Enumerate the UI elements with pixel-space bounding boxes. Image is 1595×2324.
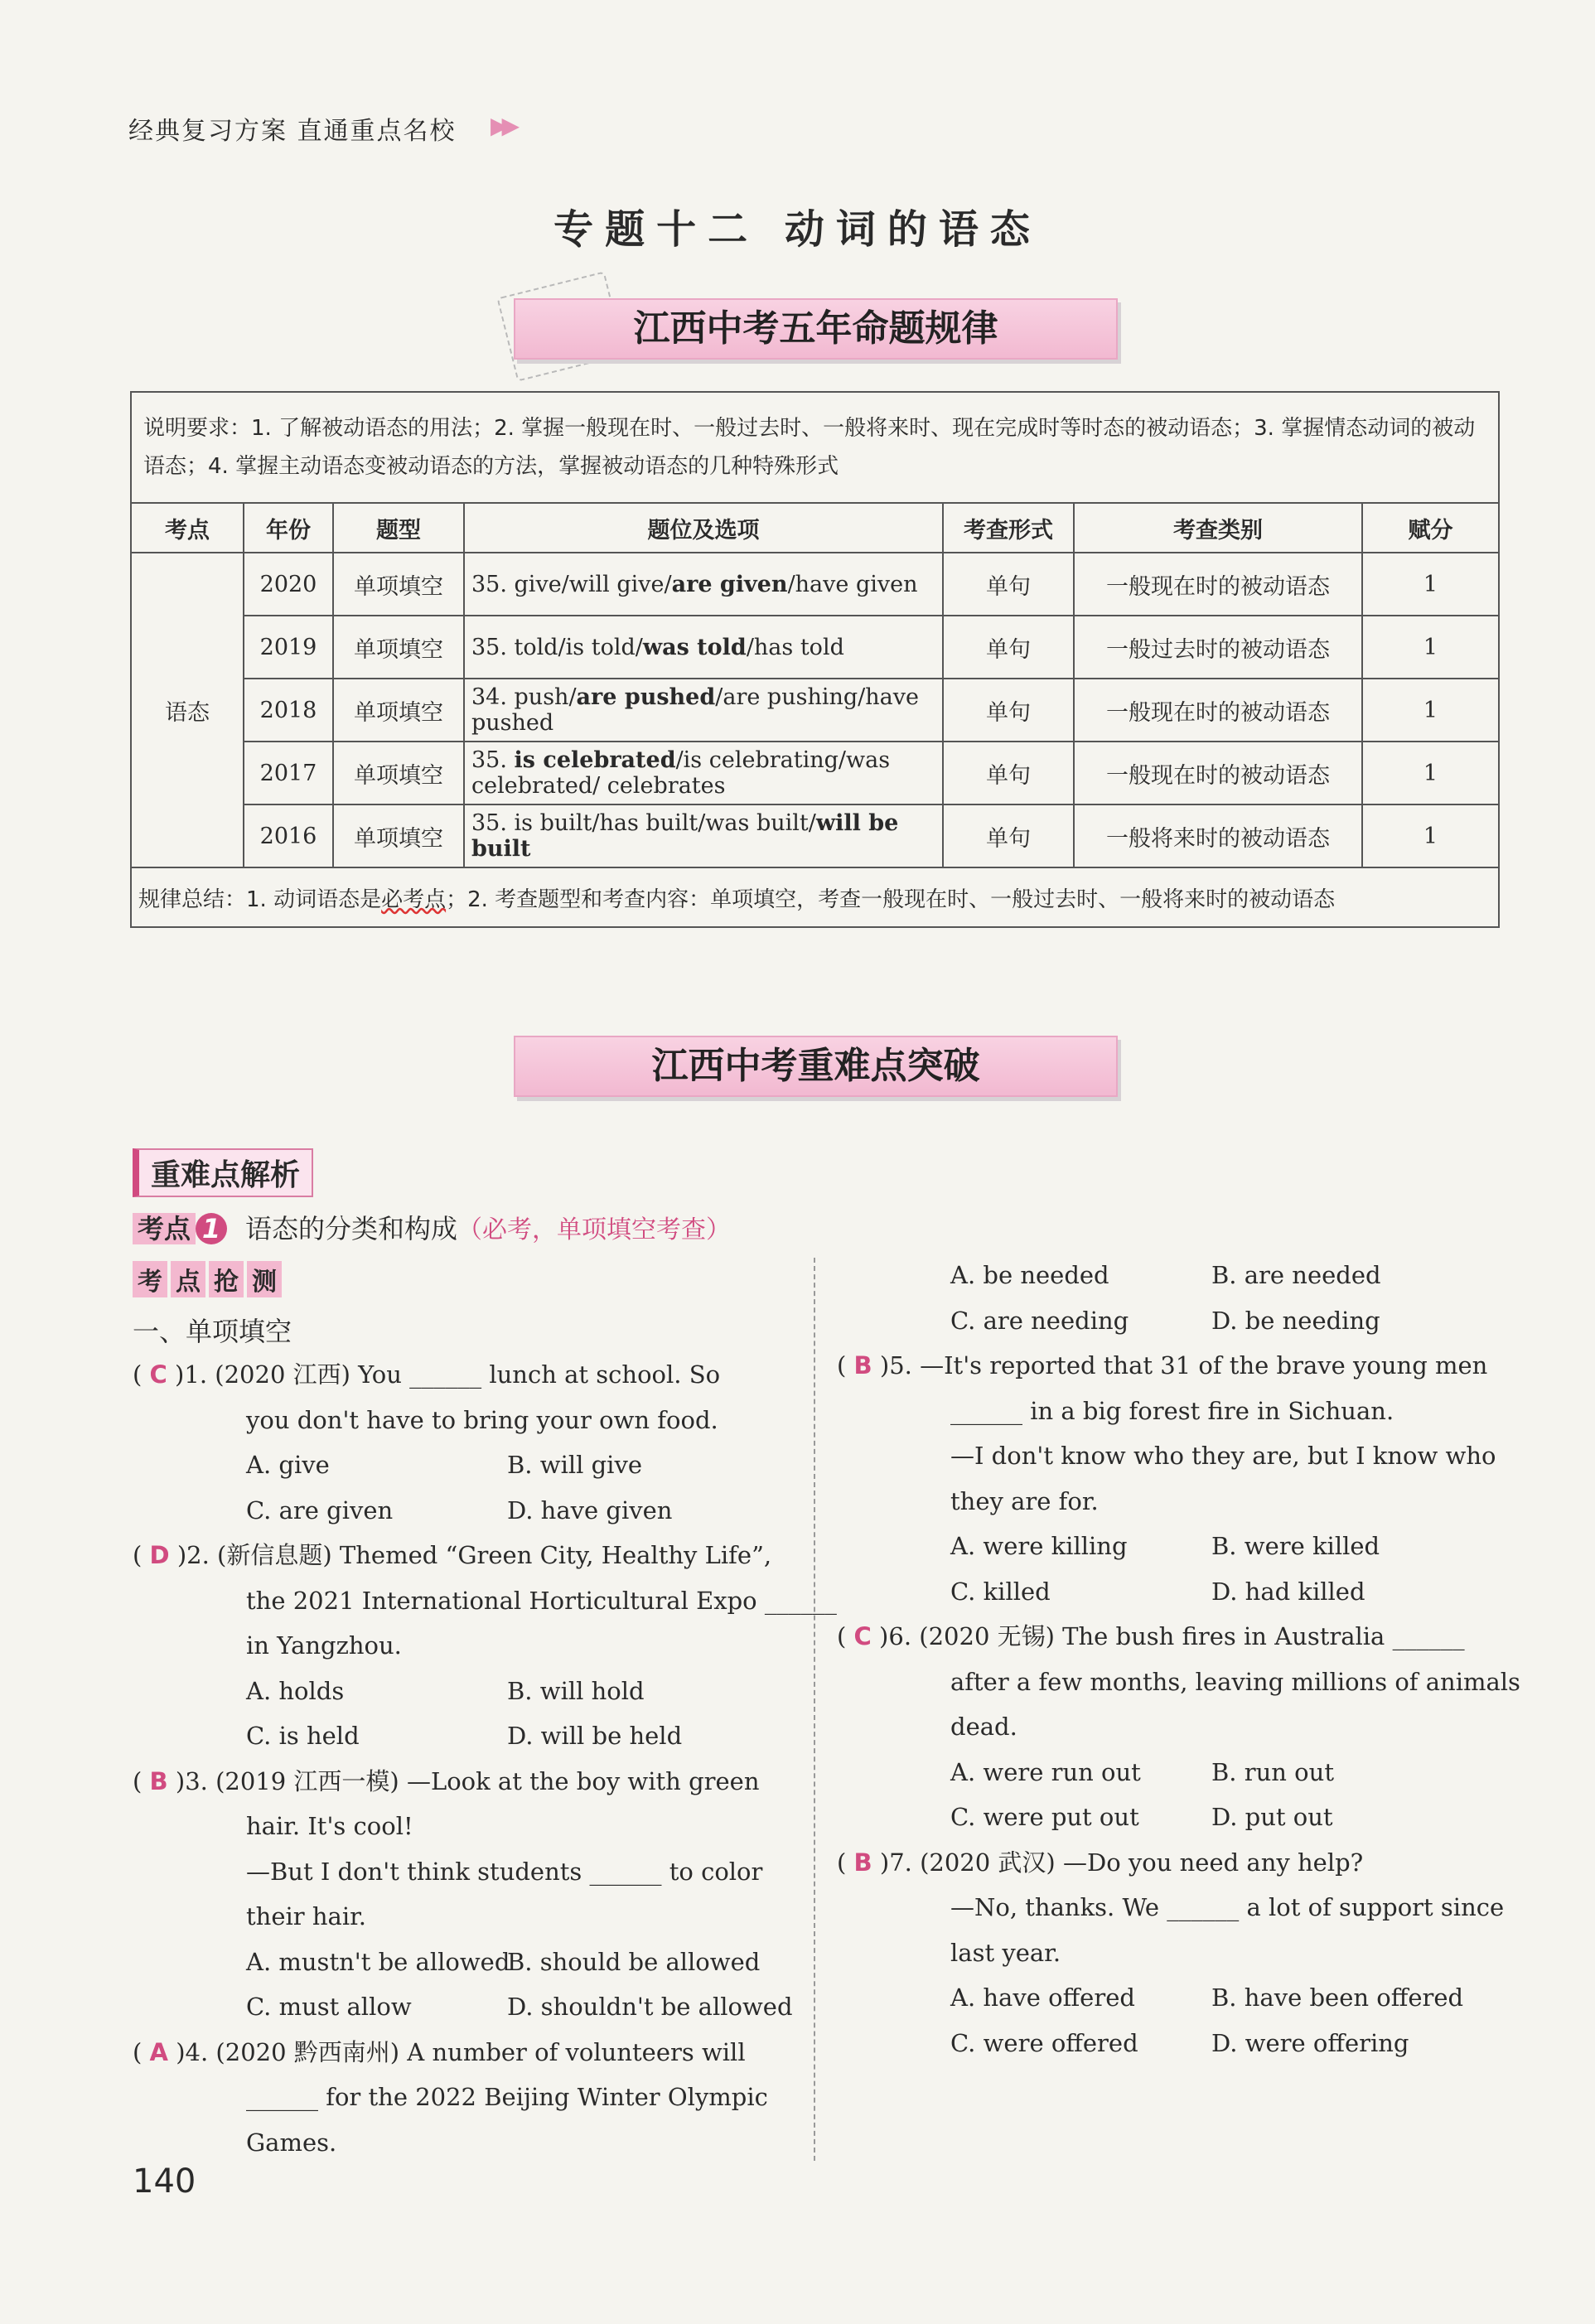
header-cell: 考查形式: [943, 503, 1074, 553]
option-row: [133, 1442, 795, 1488]
question-line: ( A )4. (2020 黔西南州) A number of volunteers will: [133, 2037, 746, 2066]
answer-option: D. had killed: [1211, 1577, 1365, 1606]
answer-option: B. should be allowed: [507, 1947, 761, 1976]
kaodian-note: （必考，单项填空考查）: [457, 1215, 732, 1244]
question-line: after a few months, leaving millions of animals: [950, 1667, 1520, 1696]
answer-option: B. were killed: [1211, 1532, 1380, 1560]
answer-mark: A: [149, 2037, 168, 2066]
score-cell: 1: [1362, 679, 1499, 742]
answer-mark: C: [149, 1360, 167, 1389]
option-row: [837, 2021, 1500, 2066]
answer-option: A. be needed: [950, 1261, 1109, 1289]
table-row: [131, 742, 1499, 804]
summary-mark: 必考点: [381, 887, 447, 912]
question-line: dead.: [950, 1713, 1017, 1741]
question-line: last year.: [950, 1938, 1061, 1967]
header-cell: 年份: [244, 503, 333, 553]
year-cell: 2019: [244, 616, 333, 679]
table-note: 说明要求：1. 了解被动语态的用法；2. 掌握一般现在时、一般过去时、一般将来时、现在完成时等时态的被动语态；3. 掌握情态动词的被动语态；4. 掌握主动语态变被动语态的方法，掌握被动语态的几种特殊形式: [131, 392, 1499, 503]
kaodian-heading: [133, 1208, 731, 1246]
question-line: ( B )7. (2020 武汉) —Do you need any help?: [837, 1848, 1364, 1877]
form-cell: 单句: [943, 679, 1074, 742]
answer-mark: B: [853, 1351, 872, 1379]
option-row: [837, 1750, 1500, 1795]
score-cell: 1: [1362, 553, 1499, 616]
option-row: [837, 1795, 1500, 1840]
answer-option: A. mustn't be allowed: [246, 1947, 510, 1976]
year-cell: 2018: [244, 679, 333, 742]
question-line: they are for.: [950, 1486, 1099, 1515]
answer-option: D. will be held: [507, 1722, 683, 1750]
option-row: [133, 1940, 795, 1985]
form-cell: 单句: [943, 742, 1074, 804]
right-question-column: [837, 1253, 1520, 2066]
type-cell: 单项填空: [333, 616, 464, 679]
question-line: —No, thanks. We ______ a lot of support since: [950, 1893, 1505, 1921]
answer-option: D. put out: [1211, 1803, 1333, 1831]
answer-option: A. were killing: [950, 1532, 1128, 1560]
category-cell: 一般将来时的被动语态: [1074, 804, 1362, 867]
score-cell: 1: [1362, 804, 1499, 867]
kdqc-tag: 考 点 抢 测: [133, 1261, 285, 1297]
option-row: [837, 1975, 1500, 2021]
page-title: 专题十二 动词的语态: [553, 206, 1042, 253]
question-line: the 2021 International Horticultural Expo ______: [246, 1586, 837, 1615]
header-cell: 题位及选项: [464, 503, 943, 553]
answer-option: C. killed: [950, 1577, 1051, 1606]
answer-mark: B: [853, 1848, 872, 1877]
answer-mark: C: [853, 1622, 872, 1650]
header-cell: 题型: [333, 503, 464, 553]
section-tag: 重难点解析: [133, 1148, 313, 1197]
answer-option: D. shouldn't be allowed: [507, 1993, 793, 2021]
kaodian-number: 1: [196, 1213, 227, 1244]
table-header-row: [131, 503, 1499, 553]
table-row: [131, 553, 1499, 616]
answer-mark: D: [149, 1541, 170, 1569]
header-cell: 考点: [131, 503, 244, 553]
question-item: [133, 2030, 795, 2166]
category-cell: 一般现在时的被动语态: [1074, 553, 1362, 616]
question-line: their hair.: [246, 1902, 366, 1930]
rules-table: [130, 391, 1500, 928]
question-item: [133, 1352, 795, 1533]
year-cell: 2016: [244, 804, 333, 867]
question-item: [837, 1343, 1500, 1614]
question-line: —I don't know who they are, but I know who: [950, 1442, 1496, 1470]
question-item: [837, 1253, 1500, 1343]
score-cell: 1: [1362, 742, 1499, 804]
answer-option: A. were run out: [950, 1757, 1141, 1786]
answer-option: D. were offering: [1211, 2028, 1409, 2057]
question-line: Games.: [246, 2128, 337, 2157]
question-item: [133, 1533, 837, 1759]
year-cell: 2017: [244, 742, 333, 804]
option-row: [837, 1569, 1500, 1615]
option-row: [133, 1713, 795, 1759]
option-row: [837, 1253, 1500, 1298]
question-line: ( C )1. (2020 江西) You ______ lunch at school. So: [133, 1360, 721, 1389]
answer-option: C. were put out: [950, 1803, 1139, 1831]
question-cell: 35. is celebrated/is celebrating/was celebrated/ celebrates: [464, 742, 943, 804]
answer-option: A. have offered: [950, 1983, 1135, 2012]
type-cell: 单项填空: [333, 804, 464, 867]
type-cell: 单项填空: [333, 553, 464, 616]
running-header: 经典复习方案 直通重点名校: [128, 117, 457, 146]
form-cell: 单句: [943, 553, 1074, 616]
score-cell: 1: [1362, 616, 1499, 679]
category-cell: 一般过去时的被动语态: [1074, 616, 1362, 679]
answer-option: C. is held: [246, 1722, 360, 1750]
question-cell: 35. give/will give/are given/have given: [464, 553, 943, 616]
table-row: [131, 616, 1499, 679]
form-cell: 单句: [943, 616, 1074, 679]
answer-option: C. are given: [246, 1495, 394, 1524]
question-line: ( B )5. —It's reported that 31 of the brave young men: [837, 1351, 1488, 1379]
question-line: hair. It's cool!: [246, 1812, 413, 1840]
question-cell: 35. is built/has built/was built/will be built: [464, 804, 943, 867]
answer-option: D. be needing: [1211, 1306, 1380, 1335]
answer-option: A. give: [246, 1451, 330, 1479]
answer-option: C. are needing: [950, 1306, 1129, 1335]
question-line: ______ for the 2022 Beijing Winter Olympic: [246, 2083, 768, 2111]
question-line: ( D )2. (新信息题) Themed “Green City, Healthy Life”,: [133, 1541, 772, 1569]
question-line: ______ in a big forest fire in Sichuan.: [950, 1396, 1394, 1425]
answer-option: B. run out: [1211, 1757, 1334, 1786]
table-row: [131, 804, 1499, 867]
answer-option: C. must allow: [246, 1993, 412, 2021]
section-banner-breakthrough: 江西中考重难点突破: [514, 1036, 1118, 1097]
answer-option: B. are needed: [1211, 1261, 1381, 1289]
table-row: [131, 679, 1499, 742]
header-cell: 赋分: [1362, 503, 1499, 553]
question-line: ( C )6. (2020 无锡) The bush fires in Australia ______: [837, 1622, 1465, 1650]
type-cell: 单项填空: [333, 679, 464, 742]
page-number: 140: [133, 2162, 196, 2201]
kaodian-label: 考点: [133, 1213, 196, 1244]
answer-mark: B: [149, 1766, 168, 1795]
question-item: [837, 1614, 1520, 1840]
form-cell: 单句: [943, 804, 1074, 867]
column-divider: [814, 1258, 815, 2161]
answer-option: B. will give: [507, 1451, 642, 1479]
question-line: ( B )3. (2019 江西一模) —Look at the boy with green: [133, 1766, 760, 1795]
answer-option: D. have given: [507, 1495, 673, 1524]
category-cell: 一般现在时的被动语态: [1074, 742, 1362, 804]
question-line: in Yangzhou.: [246, 1631, 402, 1660]
header-cell: 考查类别: [1074, 503, 1362, 553]
option-row: [837, 1524, 1500, 1569]
section-banner-rules: 江西中考五年命题规律: [514, 298, 1118, 360]
part-heading: 一、单项填空: [133, 1316, 292, 1347]
question-item: [133, 1759, 795, 2030]
category-cell: 一般现在时的被动语态: [1074, 679, 1362, 742]
type-cell: 单项填空: [333, 742, 464, 804]
table-summary: 规律总结：1. 动词语态是必考点；2. 考查题型和考查内容：单项填空，考查一般现在时、一般过去时、一般将来时的被动语态: [131, 867, 1499, 927]
option-row: [133, 1488, 795, 1534]
question-line: you don't have to bring your own food.: [246, 1405, 718, 1434]
question-cell: 35. told/is told/was told/has told: [464, 616, 943, 679]
left-question-column: [133, 1352, 837, 2165]
answer-option: B. will hold: [507, 1676, 645, 1705]
option-row: [133, 1984, 795, 2030]
answer-option: B. have been offered: [1211, 1983, 1464, 2012]
option-row: [837, 1298, 1500, 1344]
answer-option: A. holds: [246, 1676, 345, 1705]
question-line: —But I don't think students ______ to color: [246, 1857, 763, 1886]
question-item: [837, 1840, 1505, 2066]
kaodian-title: 语态的分类和构成: [245, 1213, 458, 1244]
option-row: [133, 1669, 795, 1714]
answer-option: C. were offered: [950, 2028, 1138, 2057]
header-arrow-icon: ▶▶: [491, 112, 514, 139]
topic-cell: 语态: [131, 553, 244, 867]
year-cell: 2020: [244, 553, 333, 616]
question-cell: 34. push/are pushed/are pushing/have pushed: [464, 679, 943, 742]
